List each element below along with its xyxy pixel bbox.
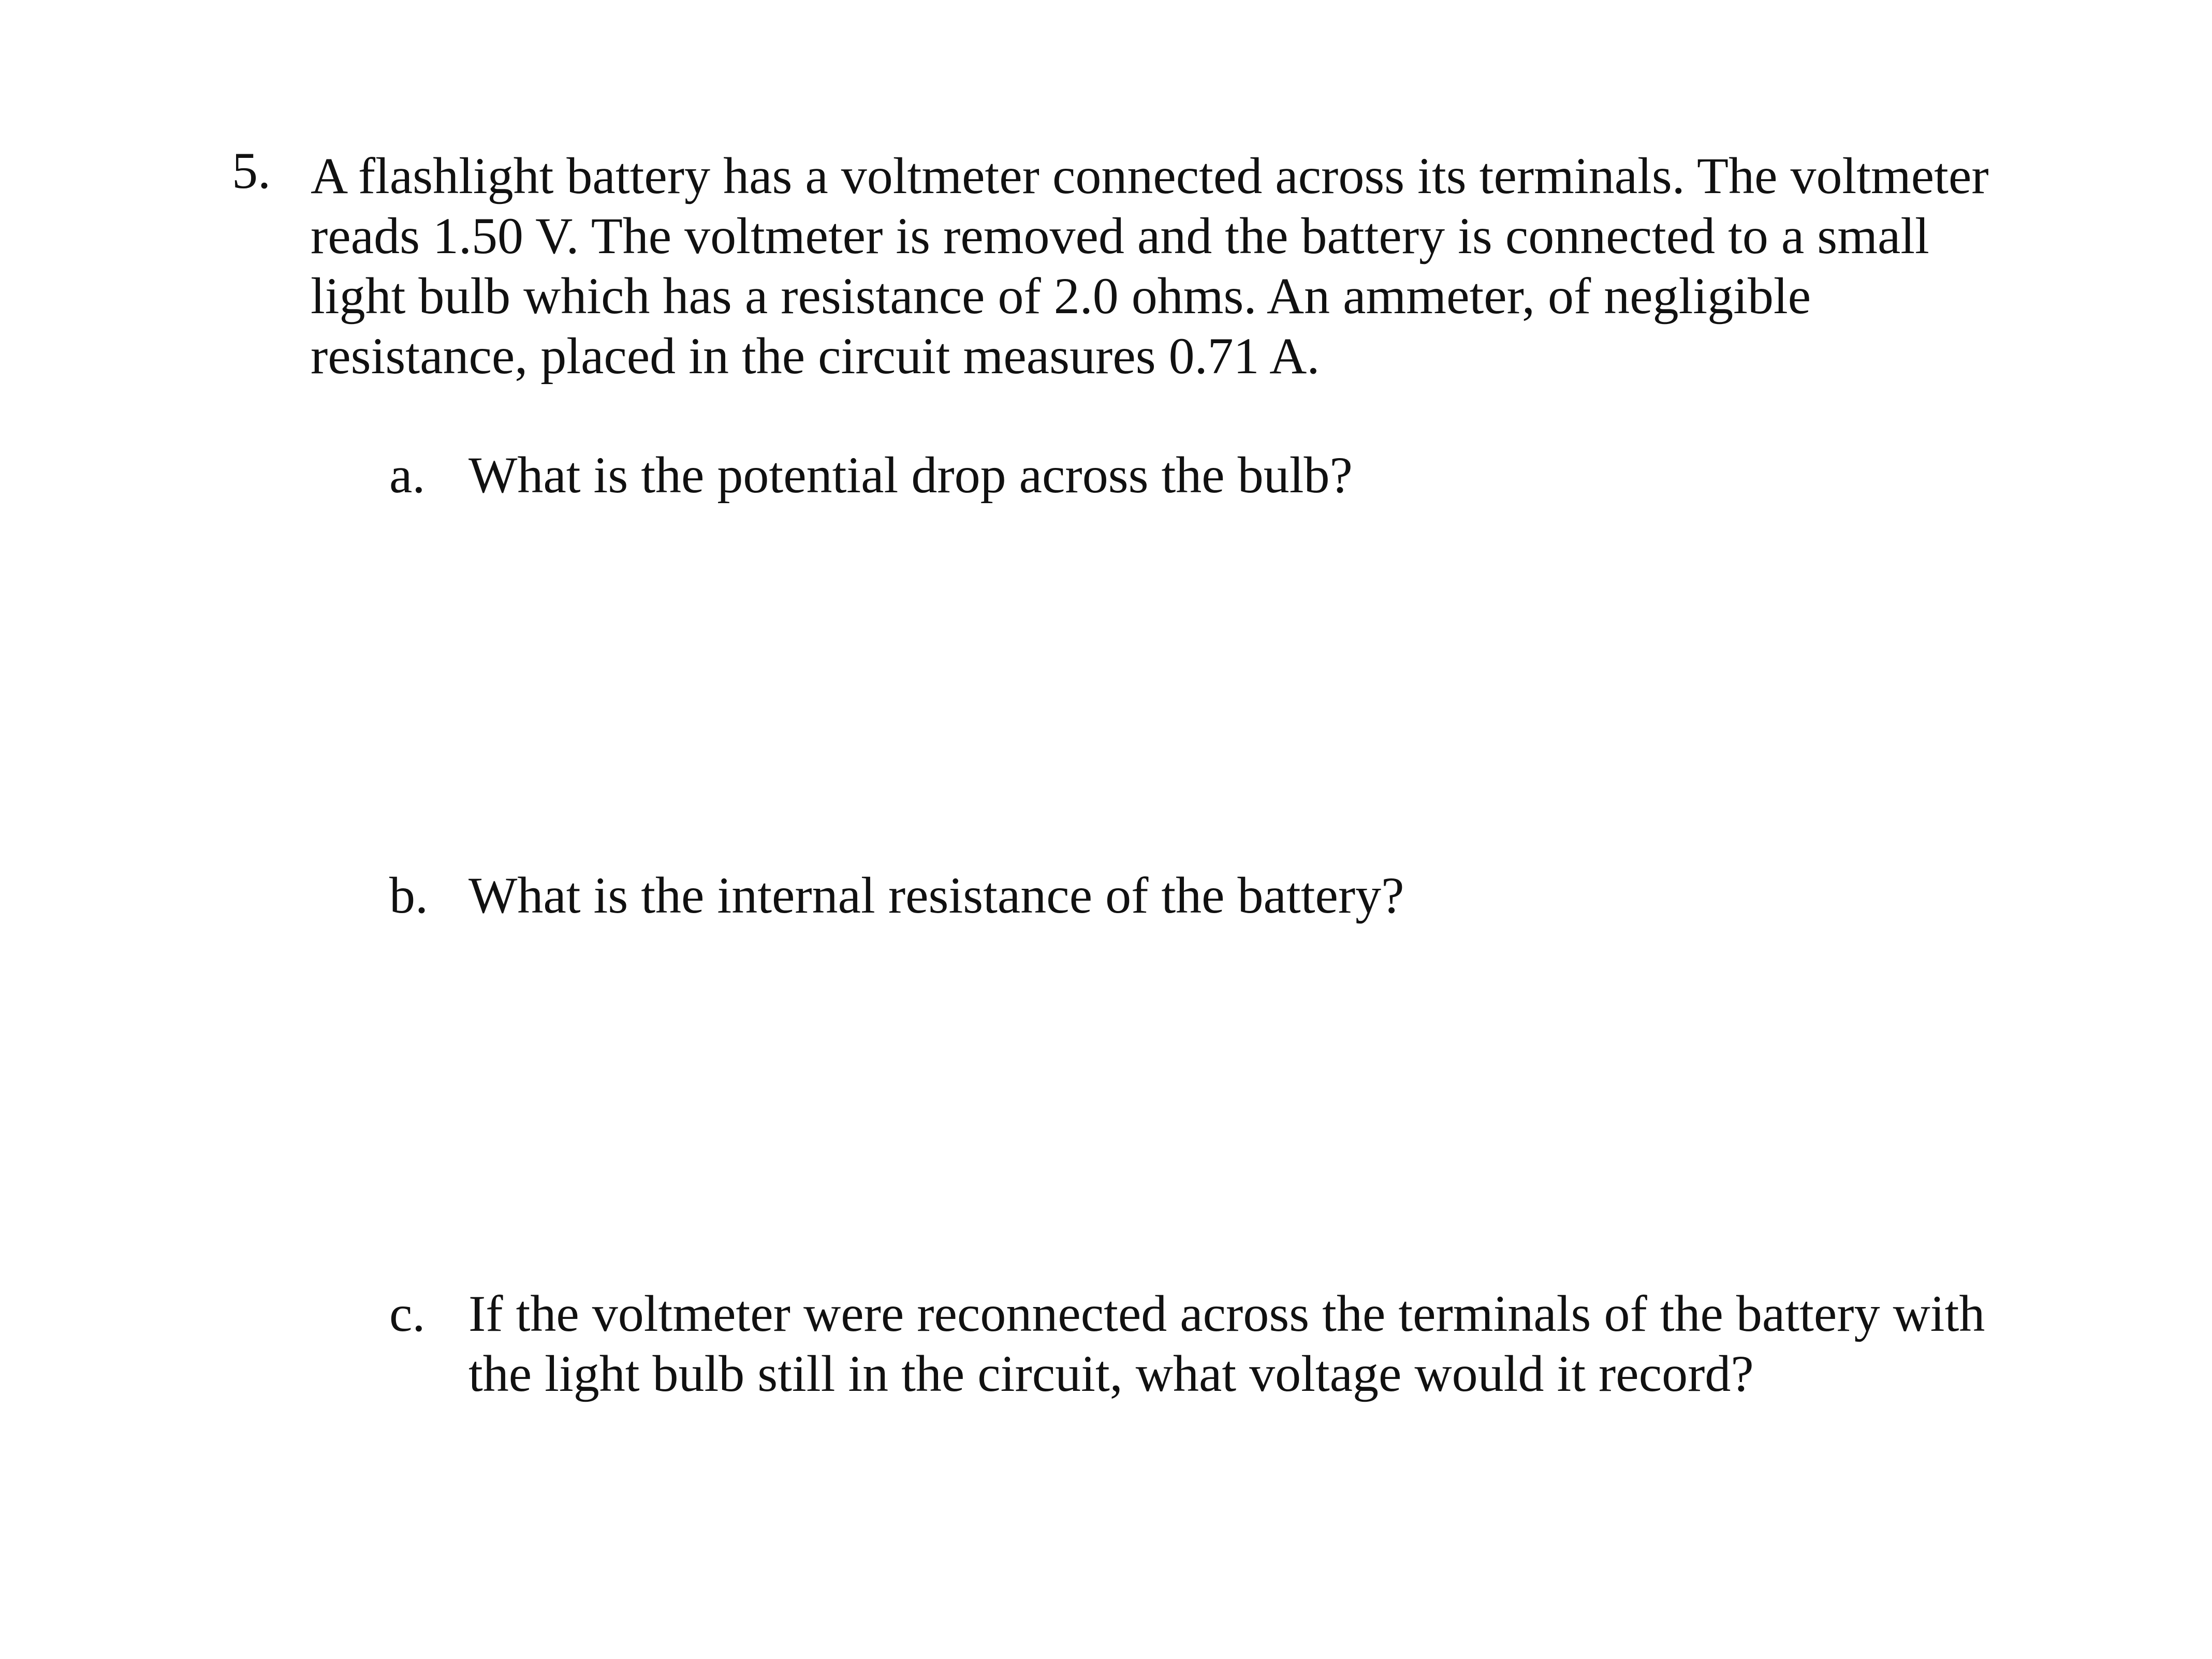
sub-question-letter: b. [389, 867, 428, 924]
sub-question-line: If the voltmeter were reconnected across the terminals of the battery with [468, 1285, 1985, 1342]
sub-question-letter: a. [389, 446, 426, 504]
question-number: 5. [232, 142, 271, 199]
question-stem-line: A flashlight battery has a voltmeter connected across its terminals. The voltmeter [311, 147, 1989, 204]
sub-question-text [468, 1284, 2125, 1404]
question-stem-line: light bulb which has a resistance of 2.0 ohms. An ammeter, of negligible [311, 267, 1811, 325]
sub-question-line: What is the potential drop across the bulb? [468, 446, 1353, 504]
question-stem-line: reads 1.50 V. The voltmeter is removed and the battery is connected to a small [311, 207, 1929, 265]
sub-question-letter: c. [389, 1285, 426, 1342]
question-stem-line: resistance, placed in the circuit measures 0.71 A. [311, 327, 1320, 385]
sub-question-text [468, 445, 2125, 505]
sub-question-text [468, 865, 2125, 926]
question-stem [311, 146, 2081, 386]
sub-question-line: What is the internal resistance of the battery? [468, 867, 1404, 924]
sub-question-line: the light bulb still in the circuit, what voltage would it record? [468, 1345, 1754, 1402]
